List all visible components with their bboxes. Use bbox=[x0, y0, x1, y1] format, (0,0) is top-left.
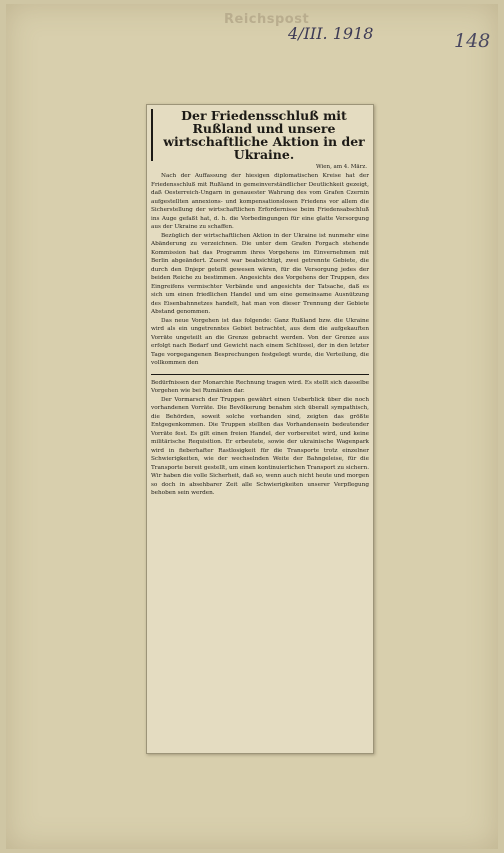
article-paragraph: Nach der Auffassung der hiesigen diplomatischen Kreise hat der Friedensschluß mit Rußland in gemeinverständlicher Deutlichkeit gezeigt, daß Oesterreich-Ungarn in genauester Wahrung des vom Grafen Czernin aufgestellten annexions- und kompensationslosen Friedens vor allem die Sicherstellung der wirtschaftlichen Erfordernisse beim Friedensabschluß ins Auge gefaßt hat, d. h. die Vorbedingungen für eine glatte Versorgung aus der Ukraine zu schaffen. bbox=[151, 173, 369, 230]
clipping-body bbox=[151, 109, 369, 749]
archive-sheet bbox=[6, 4, 498, 849]
article-paragraph: Bedürfnissen der Monarchie Rechnung tragen wird. Es stellt sich dasselbe Vorgehen wie bei Rumänien dar. bbox=[151, 379, 369, 394]
article-dateline: Wien, am 4. März. bbox=[315, 164, 367, 170]
article-paragraph: Bezüglich der wirtschaftlichen Aktion in der Ukraine ist nunmehr eine Abänderung zu verzeichnen. Die unter dem Grafen Forgach stehende Kommission hat das Programm ihres Vorgehens im Einvernehmen mit Berlin abgeändert. Zuerst war beabsichtigt, zwei getrennte Gebiete, die durch den Dnjepr geteilt gewesen wären, für die Versorgung jedes der beiden Reiche zu bestimmen. Angesichts des Vorgehens der Truppen, des Eingreifens vermischter Verbände und angesichts der Tatsache, daß es sich um einen friedlichen Handel und um eine gemeinsame Ausnützung des Eisenbahnnetzes handelt, hat man von dieser Trennung der Gebiete Abstand genommen. bbox=[151, 232, 369, 315]
article-title: Der Friedensschluß mit Rußland und unsere wirtschaftliche Aktion in der Ukraine. bbox=[151, 109, 369, 161]
column-divider bbox=[151, 374, 369, 375]
article-paragraph: Das neue Vorgehen ist das folgende: Ganz Rußland bzw. die Ukraine wird als ein ungetrenntes Gebiet betrachtet, aus dem die aufgekauften Vorräte ungeteilt an die Grenze gebracht werden. Von der Grenze aus erfolgt nach Bedarf und Gewicht nach einem Schlüssel, der in den letzter Tage vorgegangenen Besprechungen festgelegt wurde, die Verteilung, die vollkommen den bbox=[151, 317, 369, 366]
newspaper-stamp: Reichspost bbox=[224, 12, 310, 27]
newspaper-clipping bbox=[146, 104, 374, 754]
article-paragraph: Der Vormarsch der Truppen gewährt einen Ueberblick über die noch vorhandenen Vorräte. Die Bevölkerung benahm sich überall sympathisch, die Behörden, soweit solche vorhanden sind, zeigten das größte Entgegenkommen. Die Truppen stellten das Vorhandensein bedeutender Vorräte fest. Es gilt einen freien Handel, der vorbereitet wird, und keine militärische Requisition. Er erbeutete, sowie der ukrainische Wagenpark wird in fieberhafter Rastlosigkeit für die Transporte trotz einzelner Schwierigkeiten, wie der wechselnden Weite der Bahngeleise, für die Transporte bereit gestellt, um einen kontinuierlichen Transport zu sichern. Wir haben die volle Sicherheit, daß so, wenn auch nicht heute und morgen so doch in absehbarer Zeit alle Schwierigkeiten unserer Verpflegung behoben sein werden. bbox=[151, 396, 369, 496]
folio-number: 148 bbox=[454, 30, 491, 52]
handwritten-date: 4/III. 1918 bbox=[288, 24, 374, 43]
